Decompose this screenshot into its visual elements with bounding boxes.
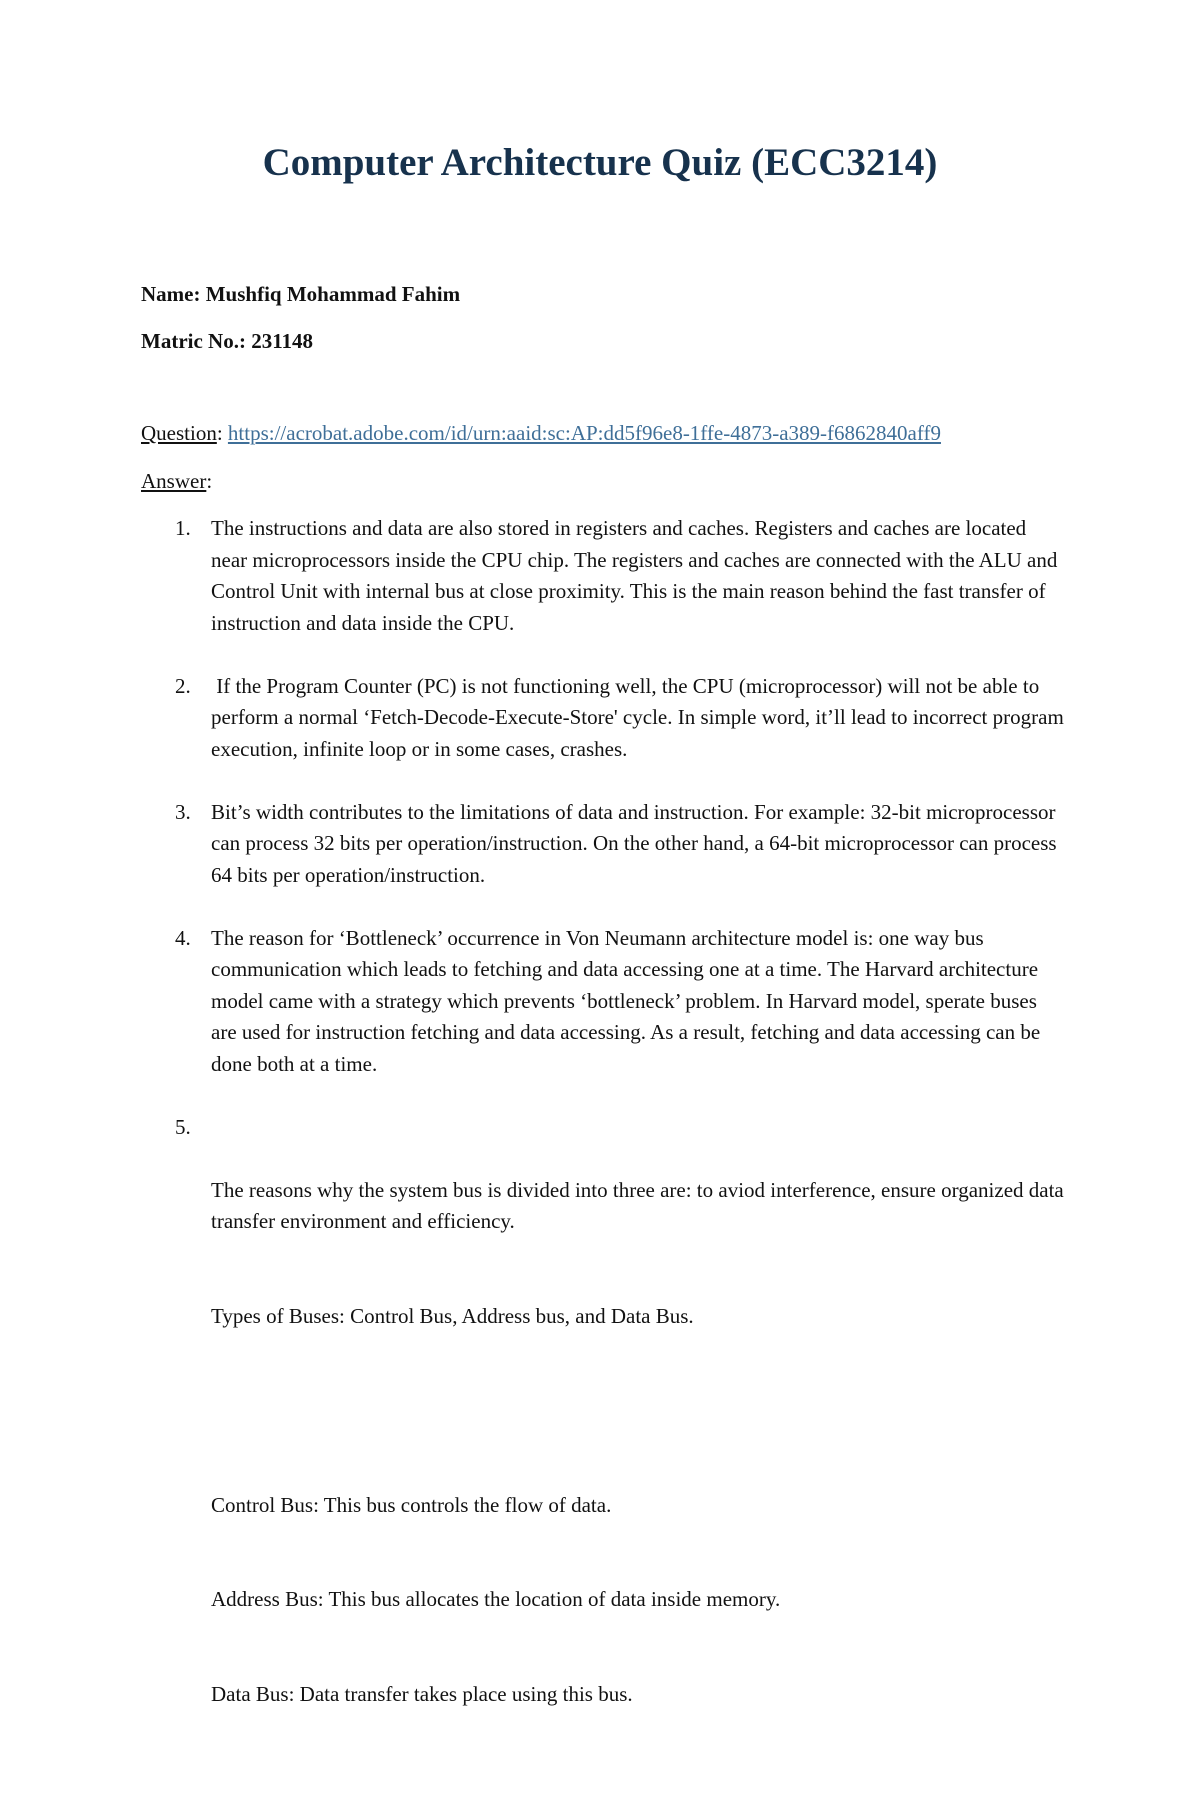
answer-text-intro: The reasons why the system bus is divided into three are: to aviod interference, ensure organized data transfer environment and efficiency. [211,1177,1069,1233]
name-label: Name: [141,282,201,306]
matric-number-line [141,329,313,354]
answer-number: 2. [175,673,191,698]
matric-label: Matric No.: [141,329,246,353]
answer-item [141,671,1070,766]
answer-item [141,1112,1069,1774]
student-name-line [141,282,460,307]
answer-heading [141,469,212,494]
matric-value: 231148 [251,329,314,353]
answer-item [141,797,1066,892]
control-bus-line: Control Bus: This bus controls the flow of data. [211,1492,612,1517]
answer-colon: : [206,469,213,493]
answer-text: The reason for ‘Bottleneck’ occurrence in Von Neumann architecture model is: one way bus communication which leads to fetching and data accessing one at a time. The Harvard architecture model came with a strategy which prevents ‘bottleneck’ problem. In Harvard model, sperate buses are used for instruction fetching and data accessing. As a result, fetching and data accessing can be done both at a time. [211,925,1046,1076]
question-label: Question [141,421,217,445]
answer-number: 3. [175,799,191,824]
blank-line [211,1395,1066,1427]
question-link[interactable]: https://acrobat.adobe.com/id/urn:aaid:sc:AP:dd5f96e8-1ffe-4873-a389-f6862840aff9 [227,421,941,445]
question-line [141,421,941,446]
answer-text [211,1112,1069,1774]
answer-item [141,923,1066,1081]
answer-number: 1. [175,516,191,540]
data-bus-line: Data Bus: Data transfer takes place using this bus. [211,1681,633,1706]
question-colon: : [216,421,223,445]
address-bus-line: Address Bus: This bus allocates the location of data inside memory. [211,1587,781,1611]
answer-list [141,513,1070,1805]
answer-number: 5. [175,1114,191,1139]
document-title: Computer Architecture Quiz (ECC3214) [262,141,938,184]
answer-item [141,513,1066,639]
bus-types-line: Types of Buses: Control Bus, Address bus, and Data Bus. [211,1303,694,1328]
answer-text: Bit’s width contributes to the limitations of data and instruction. For example: 32-bit microprocessor can process 32 bits per operation/instruction. On the other hand, a 64-bit microprocessor can process 64 bits per operation/instruction. [211,799,1062,887]
answer-label: Answer [141,469,207,493]
answer-text: If the Program Counter (PC) is not functioning well, the CPU (microprocessor) will not be able to perform a normal ‘Fetch-Decode-Execute-Store' cycle. In simple word, it’ll lead to incorrect program execution, infinite loop or in some cases, crashes. [211,673,1070,761]
answer-number: 4. [175,925,191,950]
name-value: Mushfiq Mohammad Fahim [205,282,461,306]
answer-text: The instructions and data are also stored in registers and caches. Registers and caches are located near microprocessors inside the CPU chip. The registers and caches are connected with the ALU and Control Unit with internal bus at close proximity. This is the main reason behind the fast transfer of instruction and data inside the CPU. [211,516,1063,635]
